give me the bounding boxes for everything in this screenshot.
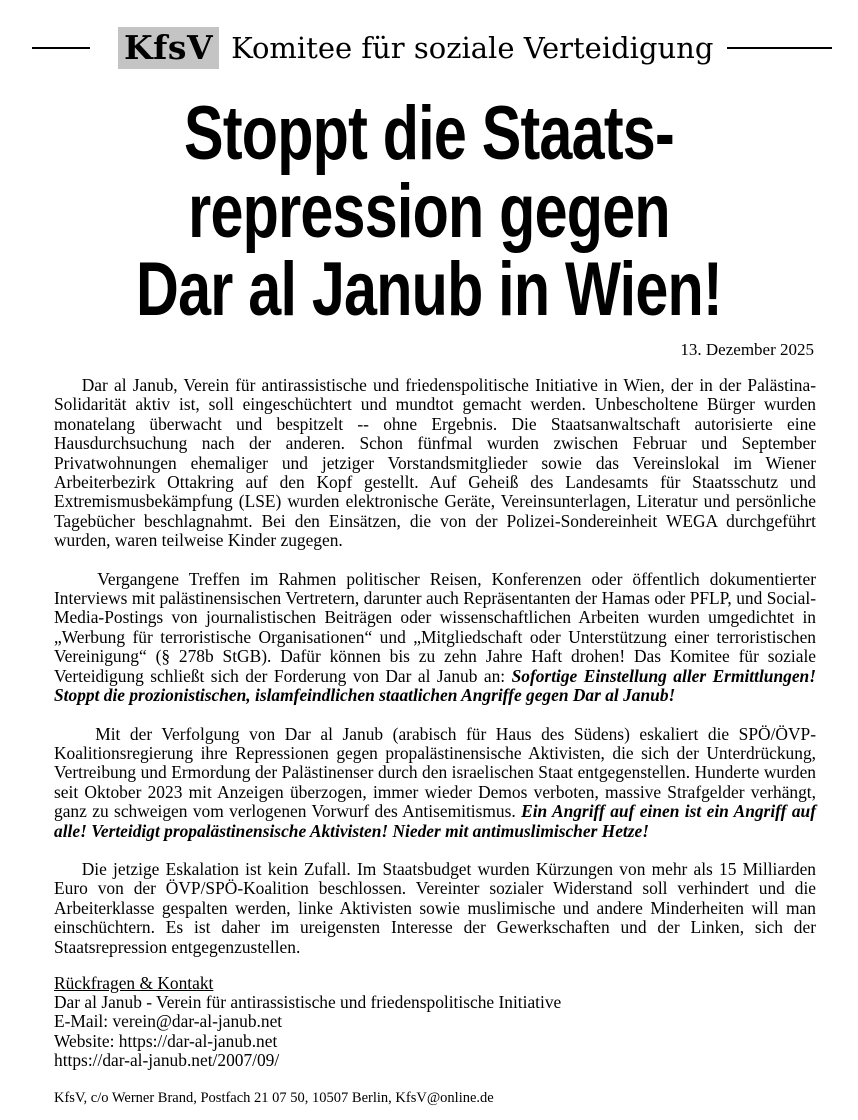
headline: [94, 91, 763, 332]
headline-line-3: Dar al Janub in Wien!: [136, 247, 722, 332]
article-body: [54, 376, 816, 976]
paragraph-1: [54, 376, 816, 551]
contact-email[interactable]: E-Mail: verein@dar-al-janub.net: [54, 1011, 283, 1032]
kfsv-logo: KfsV: [118, 27, 219, 69]
paragraph-1-text: Dar al Janub, Verein für antirassistische und friedenspolitische Initiative in Wien, der in der Palästina-Solidarität aktiv ist, soll eingeschüchtert und mundtot gemacht werden. Unbescholtene Bürger wurden monatelang überwacht und bespitzelt -- ohne Ergebnis. Die Staatsanwaltschaft autorisierte eine Hausdurchsuchung nach der anderen. Schon fünfmal wurden zwischen Februar und September Privatwohnungen ehemaliger und jetziger Vorstandsmitglieder sowie das Vereinslokal im Wiener Arbeiterbezirk Ottakring auf den Kopf gestellt. Auf Geheiß des Landesamts für Staatsschutz und Extremismusbekämpfung (LSE) wurden elektronische Geräte, Vereinsunterlagen, Literatur und persönliche Tagebücher beschlagnahmt. Bei den Einsätzen, die von der Polizei-Sondereinheit WEGA durchgeführt wurden, waren teilweise Kinder zugegen.: [54, 375, 816, 551]
publication-date: 13. Dezember 2025: [680, 340, 814, 359]
paragraph-4: [54, 860, 816, 957]
paragraph-2-text: Vergangene Treffen im Rahmen politischer Reisen, Konferenzen oder öffentlich dokumentierter Interviews mit palästinensischen Vertretern, darunter auch Repräsentanten der Hamas oder PFLP, und Social-Media-Postings von journalistischen Beiträgen oder wissenschaftlichen Arbeiten wurden umgedichtet in „Werbung für terroristische Organisationen“ und „Mitgliedschaft oder Unterstützung einer terroristischen Vereinigung“ (§ 278b StGB). Dafür können bis zu zehn Jahre Haft drohen! Das Komitee für soziale Verteidigung schließt sich der Forderung von Dar al Janub an:: [54, 568, 817, 686]
paragraph-3-slogan: Ein Angriff auf einen ist ein Angriff auf alle! Verteidigt propalästinensische Aktivisten! Nieder mit antimuslimischer Hetze!: [54, 801, 816, 841]
contact-link[interactable]: https://dar-al-janub.net/2007/09/: [54, 1049, 280, 1070]
footer-address: KfsV, c/o Werner Brand, Postfach 21 07 50, 10507 Berlin, KfsV@online.de: [54, 1090, 494, 1106]
contact-website[interactable]: Website: https://dar-al-janub.net: [54, 1030, 278, 1051]
masthead-rule-right: [727, 47, 832, 49]
masthead: [32, 26, 832, 70]
paragraph-3: [54, 725, 816, 841]
masthead-rule-left: [32, 47, 90, 49]
headline-line-1: Stoppt die Staats-: [184, 91, 674, 176]
paragraph-2-demand: Sofortige Einstellung aller Ermittlungen! Stoppt die prozionistischen, islamfeindlichen staatlichen Angriffe gegen Dar al Janub!: [54, 665, 816, 706]
paragraph-3-text: Mit der Verfolgung von Dar al Janub (arabisch für Haus des Südens) eskaliert die SPÖ/ÖVP-Koalitionsregierung ihre Repressionen gegen propalästinensische Aktivisten, die sich der Unterdrückung, Vertreibung und Ermordung der Palästinenser durch den israelischen Staat entgegenstellen. Hunderte wurden seit Oktober 2023 mit Anzeigen überzogen, immer wieder Demos verboten, massive Strafgelder verhängt, ganz zu schweigen vom verlogenen Vorwurf des Antisemitismus.: [54, 723, 816, 822]
contact-heading: Rückfragen & Kontakt: [54, 973, 214, 993]
headline-line-2: repression gegen: [188, 169, 670, 254]
contact-block: [54, 974, 561, 1070]
paragraph-4-text: Die jetzige Eskalation ist kein Zufall. Im Staatsbudget wurden Kürzungen von mehr als 15 Milliarden Euro von der ÖVP/SPÖ-Koalition beschlossen. Vereinter sozialer Widerstand soll verhindert und die Arbeiterklasse gespalten werden, linke Aktivisten sowie muslimische und andere Minderheiten will man einschüchtern. Es ist daher im ureigensten Interesse der Gewerkschaften und der Linken, sich der Staatsrepression entgegenzustellen.: [54, 858, 816, 957]
committee-name: Komitee für soziale Verteidigung: [231, 31, 714, 65]
contact-organization: Dar al Janub - Verein für antirassistische und friedenspolitische Initiative: [54, 992, 562, 1013]
paragraph-2: [54, 570, 816, 706]
